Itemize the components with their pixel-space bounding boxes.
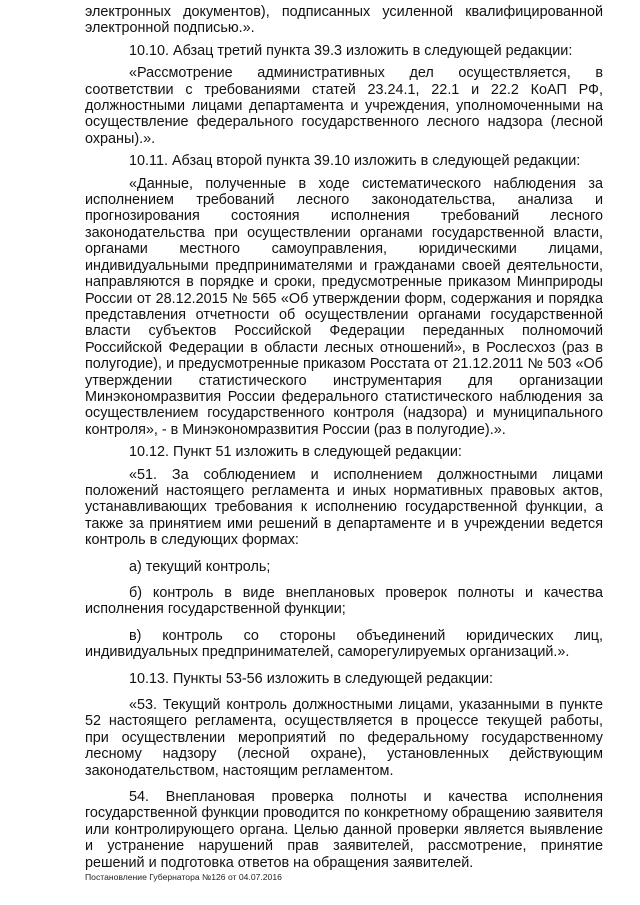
paragraph: 10.13. Пункты 53-56 изложить в следующей редакции: bbox=[129, 670, 494, 687]
paragraph: а) текущий контроль; bbox=[129, 558, 271, 575]
paragraph: 10.10. Абзац третий пункта 39.3 изложить в следующей редакции: bbox=[129, 42, 573, 59]
paragraph: 10.12. Пункт 51 изложить в следующей редакции: bbox=[129, 444, 462, 461]
document-body bbox=[85, 4, 603, 871]
paragraph: 10.11. Абзац второй пункта 39.10 изложить в следующей редакции: bbox=[129, 153, 581, 170]
paragraph: «51. За соблюдением и исполнением должностными лицами положений настоящего регламента и иных нормативных правовых актов, устанавливающих требования к исполнению государственной функции, а также за принятием ими решений в департаменте и в учреждении ведется контроль в следующих формах: bbox=[85, 466, 603, 549]
paragraph: 54. Внеплановая проверка полноты и качества исполнения государственной функции проводится по конкретному обращению заявителя или контролирующего органа. Целью данной проверки является выявление и устранение нарушений прав заявителей, рассмотрение, принятие решений и подготовка ответов на обращения заявителей. bbox=[85, 789, 603, 871]
paragraph: электронных документов), подписанных усиленной квалифицированной электронной подписью.». bbox=[85, 4, 603, 37]
paragraph: «Данные, полученные в ходе систематического наблюдения за исполнением требований лесного законодательства, анализа и прогнозирования состояния исполнения требований лесного законодательства при осуществлении органами государственной власти, органами местного самоуправления, юридическими лицами, индивидуальными предпринимателями и гражданами своей деятельности, направляются в порядке и сроки, предусмотренные приказом Минприроды России от 28.12.2015 № 565 «Об утверждении форм, содержания и порядка представления отчетности об осуществлении органами государственной власти субъектов Российской Федерации переданных полномочий Российской Федерации в области лесных отношений», в Рослесхоз (раз в полугодие), и предусмотренные приказом Росстата от 21.12.2011 № 503 «Об утверждении статистического инструментария для организации Минэкономразвития России федерального статистического наблюдения за осуществлением государственного контроля (надзора) и муниципального контроля», - в Минэкономразвития России (раз в полугодие).». bbox=[85, 175, 603, 438]
paragraph: «53. Текущий контроль должностными лицами, указанными в пункте 52 настоящего регламента, осуществляется в процессе текущей работы, при осуществлении мероприятий по федеральному государственному лесному надзору (лесной охране), установленных действующим законодательством, настоящим регламентом. bbox=[85, 697, 603, 779]
paragraph: «Рассмотрение административных дел осуществляется, в соответствии с требованиями статей 23.24.1, 22.1 и 22.2 КоАП РФ, должностными лицами департамента и учреждения, уполномоченными на осуществление федерального государственного лесного надзора (лесной охраны).». bbox=[85, 65, 603, 147]
paragraph: б) контроль в виде внеплановых проверок полноты и качества исполнения государственной функции; bbox=[85, 585, 603, 618]
page-footer: Постановление Губернатора №126 от 04.07.2016 bbox=[85, 872, 282, 882]
paragraph: в) контроль со стороны объединений юридических лиц, индивидуальных предпринимателей, саморегулируемых организаций.». bbox=[85, 627, 603, 661]
